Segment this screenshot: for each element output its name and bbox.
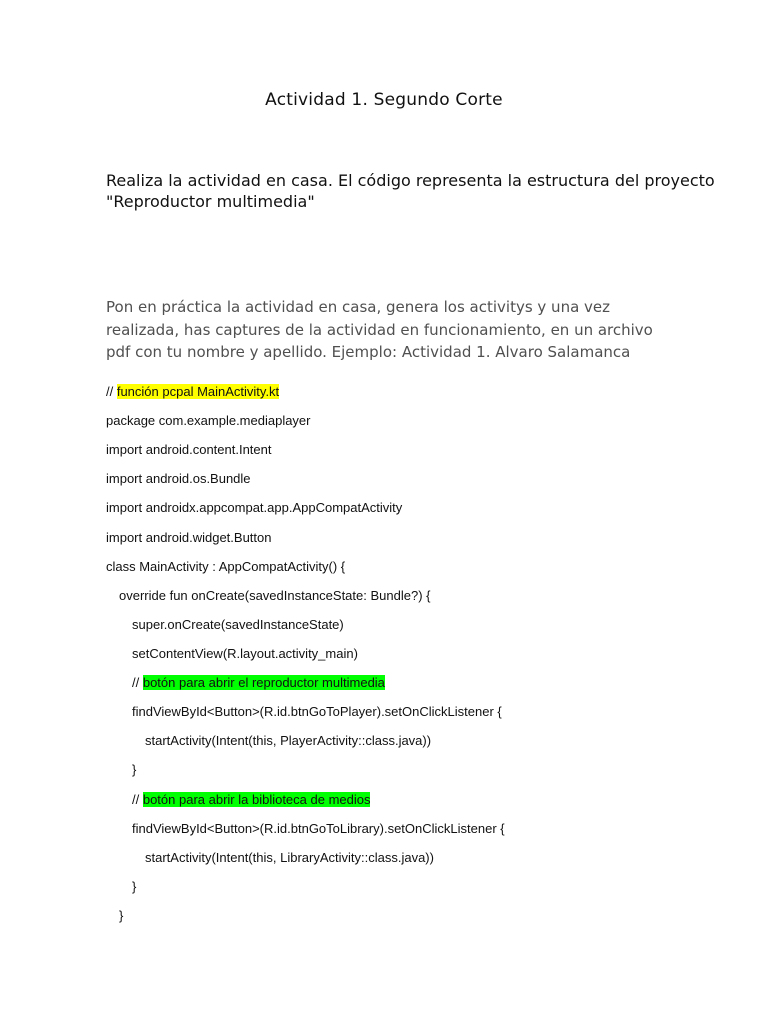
comment-prefix: // — [132, 792, 143, 807]
instructions-heading — [106, 170, 715, 212]
code-line: package com.example.mediaplayer — [106, 413, 311, 428]
code-line: } — [132, 879, 137, 894]
intro-paragraph — [106, 296, 666, 364]
code-line: super.onCreate(savedInstanceState) — [132, 617, 344, 632]
document-title: Actividad 1. Segundo Corte — [265, 90, 503, 110]
code-line: startActivity(Intent(this, LibraryActivity::class.java)) — [145, 850, 434, 865]
comment-prefix: // — [106, 384, 117, 399]
code-line: import android.content.Intent — [106, 442, 272, 457]
highlighted-comment: botón para abrir el reproductor multimedia — [142, 675, 385, 690]
heading-line: "Reproductor multimedia" — [106, 192, 315, 211]
code-line: import android.os.Bundle — [106, 471, 251, 486]
code-line: findViewById<Button>(R.id.btnGoToPlayer).setOnClickListener { — [132, 704, 502, 719]
code-line: findViewById<Button>(R.id.btnGoToLibrary).setOnClickListener { — [132, 821, 505, 836]
highlighted-comment: botón para abrir la biblioteca de medios — [142, 792, 371, 807]
intro-line: pdf con tu nombre y apellido. Ejemplo: Actividad 1. Alvaro Salamanca — [106, 343, 631, 361]
intro-line: Pon en práctica la actividad en casa, genera los activitys y una vez — [106, 298, 611, 316]
code-line: class MainActivity : AppCompatActivity() { — [106, 559, 346, 574]
code-line: } — [119, 908, 124, 923]
comment-prefix: // — [132, 675, 143, 690]
code-line: } — [132, 762, 137, 777]
code-comment-line — [132, 675, 385, 691]
heading-line: Realiza la actividad en casa. El código representa la estructura del proyecto — [106, 171, 715, 190]
code-comment-line — [106, 384, 279, 400]
code-comment-line — [132, 792, 370, 808]
highlighted-comment: función pcpal MainActivity.kt — [116, 384, 280, 399]
intro-line: realizada, has captures de la actividad en funcionamiento, en un archivo — [106, 320, 653, 339]
code-line: startActivity(Intent(this, PlayerActivity::class.java)) — [145, 733, 432, 748]
code-line: import androidx.appcompat.app.AppCompatActivity — [106, 500, 403, 515]
code-line: import android.widget.Button — [106, 530, 272, 545]
code-line: setContentView(R.layout.activity_main) — [132, 646, 358, 661]
code-line: override fun onCreate(savedInstanceState: Bundle?) { — [119, 588, 431, 603]
